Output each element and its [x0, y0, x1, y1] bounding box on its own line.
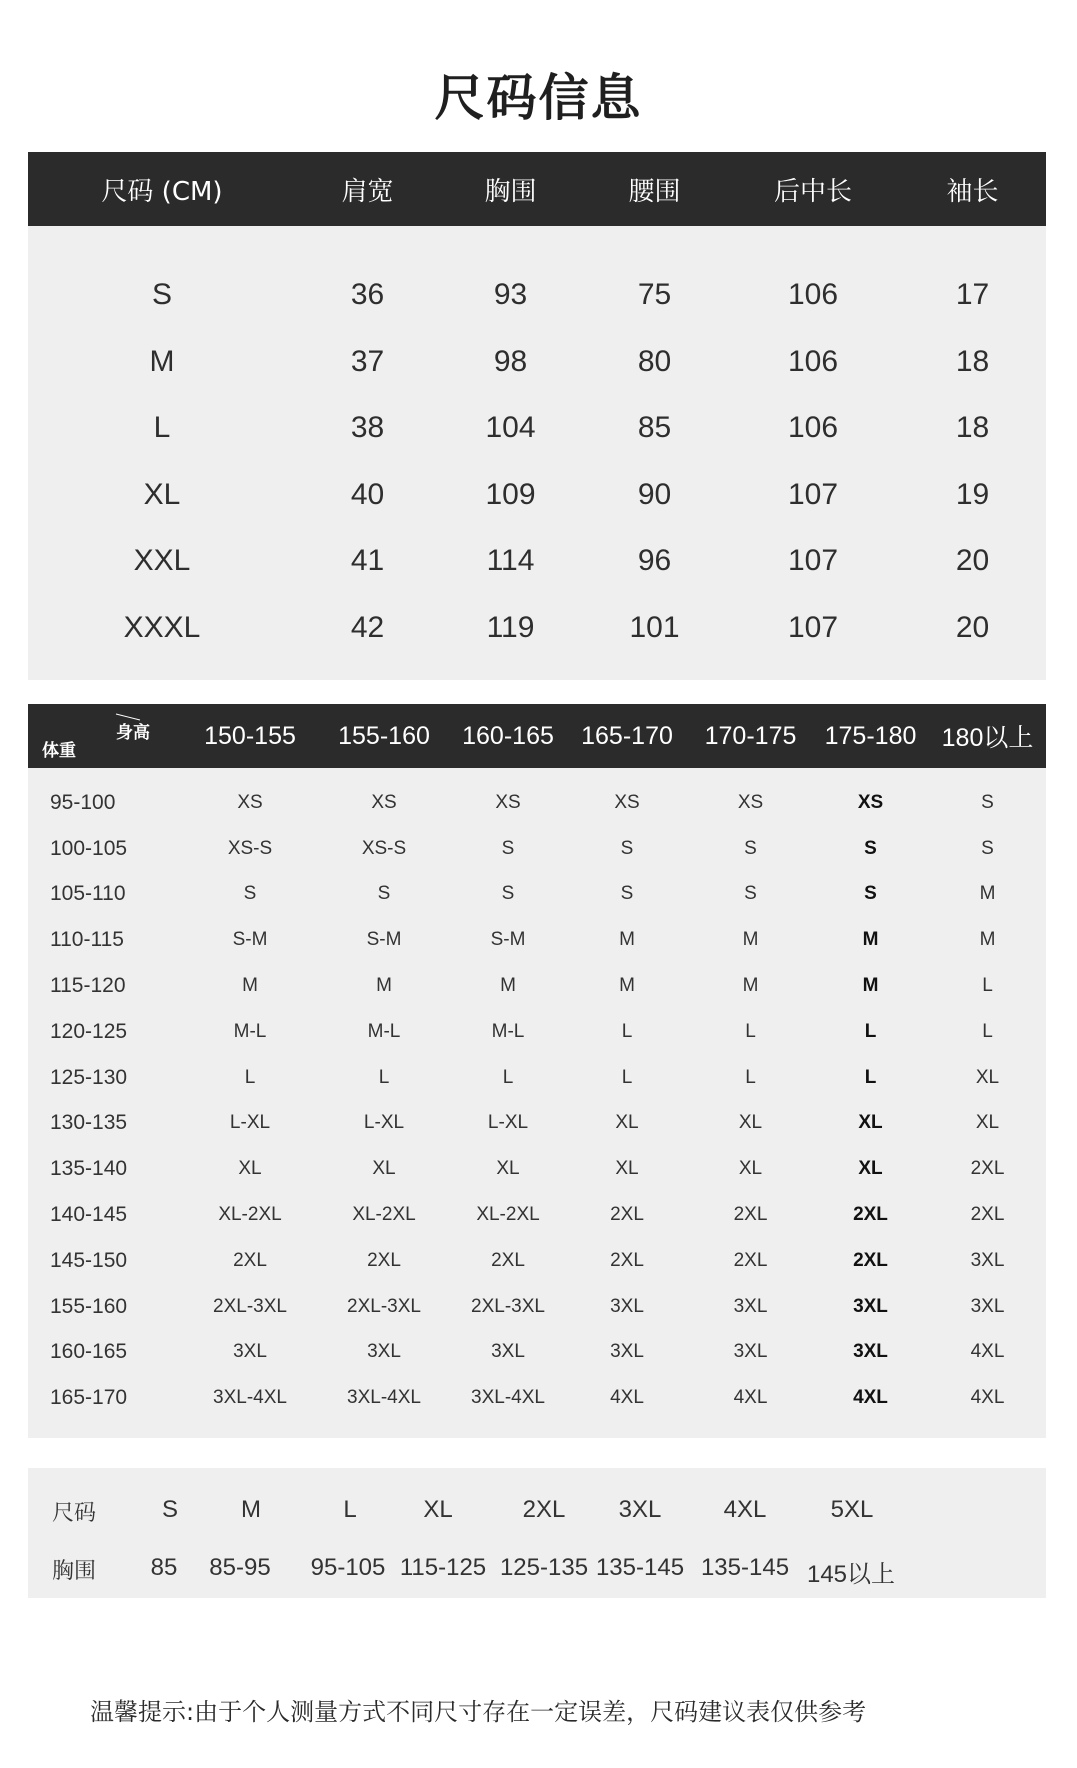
cell-size: XL	[423, 1496, 453, 1523]
cell-back-length: 107	[787, 610, 839, 644]
cell-recommended-size: 3XL	[733, 1341, 768, 1363]
table-row	[28, 329, 1046, 396]
cell-recommended-size: 3XL	[853, 1295, 888, 1317]
cell-chest: 85	[150, 1554, 178, 1581]
cell-recommended-size: L	[621, 1066, 633, 1088]
cell-recommended-size: XL	[738, 1112, 763, 1134]
cell-recommended-size: M	[500, 975, 516, 997]
cell-chest: 115-125	[399, 1554, 487, 1581]
table-row	[28, 262, 1046, 329]
cell-recommended-size: 3XL	[970, 1249, 1005, 1271]
cell-waist: 90	[637, 477, 672, 511]
cell-recommended-size: L-XL	[363, 1112, 405, 1134]
cell-recommended-size: M	[979, 929, 996, 951]
table-row	[28, 963, 1046, 1009]
cell-recommended-size: S-M	[490, 929, 526, 951]
cell-shoulder: 36	[350, 278, 385, 312]
cell-recommended-size: L	[378, 1066, 390, 1088]
cell-weight: 165-170	[50, 1386, 128, 1410]
recommendation-table-body	[28, 768, 1046, 1438]
cell-recommended-size: L	[244, 1066, 256, 1088]
cell-chest: 93	[493, 278, 528, 312]
cell-recommended-size: XL	[496, 1158, 520, 1180]
table-row	[28, 1330, 1046, 1376]
header-height-range: 165-170	[581, 721, 673, 750]
header-corner	[28, 704, 183, 768]
cell-recommended-size: XS	[237, 791, 263, 813]
cell-sleeve: 20	[955, 544, 990, 578]
cell-recommended-size: XL	[738, 1158, 763, 1180]
table-row	[28, 780, 1046, 826]
cell-back-length: 107	[787, 544, 839, 578]
header-waist: 腰围	[628, 176, 681, 207]
cell-recommended-size: S-M	[366, 929, 402, 951]
cell-recommended-size: M	[619, 929, 635, 951]
cell-recommended-size: XL	[858, 1112, 883, 1134]
header-height-range: 160-165	[462, 721, 554, 750]
table-row	[28, 1192, 1046, 1238]
cell-sleeve: 18	[955, 344, 990, 378]
cell-chest: 135-145	[595, 1554, 685, 1581]
cell-recommended-size: 4XL	[853, 1387, 888, 1409]
cell-recommended-size: 2XL	[233, 1249, 267, 1271]
cell-recommended-size: XS	[614, 791, 640, 813]
cell-weight: 145-150	[50, 1248, 128, 1272]
cell-recommended-size: M	[619, 975, 635, 997]
cell-recommended-size: S-M	[232, 929, 268, 951]
cell-size: S	[161, 1496, 179, 1523]
cell-sleeve: 18	[955, 411, 990, 445]
cell-recommended-size: XL	[975, 1066, 1000, 1088]
cell-recommended-size: 2XL	[610, 1204, 644, 1226]
recommendation-table-header	[28, 704, 1046, 768]
table-row	[28, 1146, 1046, 1192]
height-label: 身高	[116, 723, 150, 743]
cell-waist: 75	[637, 278, 672, 312]
cell-recommended-size: S	[620, 837, 634, 859]
cell-chest: 109	[485, 477, 536, 511]
cell-recommended-size: M	[862, 975, 879, 997]
cell-weight: 115-120	[50, 974, 126, 998]
cell-recommended-size: M	[742, 975, 759, 997]
cell-recommended-size: 3XL-4XL	[471, 1387, 545, 1409]
cell-recommended-size: M	[742, 929, 759, 951]
size-table-body	[28, 226, 1046, 680]
cell-waist: 85	[637, 411, 672, 445]
cell-weight: 140-145	[50, 1203, 128, 1227]
cell-recommended-size: 3XL-4XL	[213, 1387, 287, 1409]
header-chest: 胸围	[484, 176, 537, 207]
cell-size: 4XL	[723, 1496, 767, 1523]
cell-recommended-size: XL	[615, 1158, 639, 1180]
table-row	[28, 826, 1046, 872]
cell-recommended-size: S	[864, 883, 877, 905]
cell-recommended-size: S	[377, 883, 391, 905]
cell-recommended-size: 2XL	[970, 1158, 1005, 1180]
cell-recommended-size: 3XL	[367, 1341, 401, 1363]
cell-back-length: 107	[787, 477, 839, 511]
table-row	[28, 872, 1046, 918]
cell-chest: 114	[486, 544, 535, 578]
cell-recommended-size: 2XL	[733, 1249, 768, 1271]
cell-recommended-size: 2XL	[491, 1249, 525, 1271]
cell-recommended-size: M	[376, 975, 392, 997]
cell-size: L	[343, 1496, 357, 1523]
chest-size-table	[28, 1468, 1046, 1598]
cell-recommended-size: XS	[495, 791, 521, 813]
cell-weight: 130-135	[50, 1111, 128, 1135]
cell-recommended-size: L	[982, 1020, 993, 1042]
header-height-range: 155-160	[338, 721, 430, 750]
table-row	[28, 1009, 1046, 1055]
cell-size: M	[241, 1496, 261, 1523]
cell-recommended-size: M-L	[367, 1020, 401, 1042]
header-sleeve: 袖长	[946, 176, 999, 207]
chest-table-size-row	[28, 1496, 1046, 1536]
cell-recommended-size: XL-2XL	[218, 1204, 282, 1226]
cell-weight: 95-100	[50, 790, 116, 814]
cell-chest: 135-145	[700, 1554, 790, 1581]
table-row	[28, 595, 1046, 662]
cell-recommended-size: 4XL	[970, 1341, 1005, 1363]
cell-recommended-size: M	[862, 929, 879, 951]
cell-size: S	[151, 278, 172, 312]
cell-recommended-size: 3XL	[733, 1295, 768, 1317]
cell-weight: 125-130	[50, 1065, 128, 1089]
table-row	[28, 528, 1046, 595]
cell-recommended-size: 2XL	[367, 1249, 401, 1271]
cell-recommended-size: 2XL-3XL	[213, 1295, 287, 1317]
table-row	[28, 1055, 1046, 1101]
cell-recommended-size: 3XL	[853, 1341, 888, 1363]
cell-chest: 145以上	[806, 1561, 896, 1588]
cell-size: XXXL	[123, 610, 201, 644]
cell-recommended-size: XL-2XL	[352, 1204, 416, 1226]
cell-recommended-size: 3XL	[970, 1295, 1005, 1317]
cell-recommended-size: S	[501, 883, 515, 905]
cell-size: L	[153, 411, 171, 445]
cell-weight: 120-125	[50, 1019, 128, 1043]
cell-weight: 155-160	[50, 1294, 128, 1318]
table-row	[28, 1375, 1046, 1421]
cell-recommended-size: M	[242, 975, 258, 997]
header-shoulder: 肩宽	[341, 176, 394, 207]
cell-chest: 85-95	[209, 1554, 271, 1581]
cell-back-length: 106	[787, 344, 839, 378]
cell-recommended-size: L	[502, 1066, 514, 1088]
cell-recommended-size: L	[864, 1066, 877, 1088]
cell-weight: 160-165	[50, 1340, 128, 1364]
cell-recommended-size: 4XL	[970, 1387, 1005, 1409]
cell-recommended-size: L	[621, 1020, 633, 1042]
cell-recommended-size: 3XL	[233, 1341, 267, 1363]
cell-recommended-size: M-L	[491, 1020, 525, 1042]
cell-waist: 80	[637, 344, 672, 378]
cell-recommended-size: 2XL	[610, 1249, 644, 1271]
cell-recommended-size: S	[981, 837, 994, 859]
cell-recommended-size: L	[745, 1066, 756, 1088]
table-row	[28, 462, 1046, 529]
cell-size: 3XL	[618, 1496, 662, 1523]
table-row	[28, 1284, 1046, 1330]
cell-chest: 104	[485, 411, 536, 445]
header-height-range: 170-175	[704, 721, 797, 750]
cell-shoulder: 40	[350, 477, 385, 511]
cell-recommended-size: 3XL-4XL	[347, 1387, 421, 1409]
header-height-range: 180以上	[941, 724, 1034, 752]
cell-size: XL	[143, 477, 181, 511]
cell-recommended-size: S	[243, 883, 257, 905]
cell-sleeve: 17	[955, 278, 990, 312]
cell-recommended-size: 2XL	[733, 1204, 768, 1226]
cell-size: XXL	[133, 544, 191, 578]
cell-recommended-size: L	[982, 975, 993, 997]
table-row	[28, 917, 1046, 963]
cell-chest: 98	[493, 344, 528, 378]
size-recommendation-table	[28, 704, 1046, 1438]
cell-recommended-size: XS	[371, 791, 397, 813]
cell-recommended-size: XS-S	[361, 837, 407, 859]
cell-back-length: 106	[787, 411, 839, 445]
cell-weight: 100-105	[50, 836, 128, 860]
cell-recommended-size: 3XL	[610, 1295, 644, 1317]
cell-size: 2XL	[522, 1496, 566, 1523]
cell-recommended-size: XS	[737, 791, 764, 813]
table-row	[28, 1238, 1046, 1284]
size-measurement-table	[28, 152, 1046, 680]
cell-recommended-size: L	[864, 1020, 877, 1042]
cell-recommended-size: 4XL	[610, 1387, 644, 1409]
cell-weight: 105-110	[50, 882, 126, 906]
cell-recommended-size: L-XL	[487, 1112, 529, 1134]
cell-recommended-size: XS	[857, 791, 884, 813]
cell-waist: 101	[629, 610, 680, 644]
size-table-header	[28, 152, 1046, 226]
cell-recommended-size: 2XL-3XL	[347, 1295, 421, 1317]
cell-recommended-size: M-L	[233, 1020, 267, 1042]
cell-recommended-size: 2XL	[853, 1249, 888, 1271]
cell-recommended-size: XL	[858, 1158, 883, 1180]
header-size: 尺码 (CM)	[101, 176, 223, 207]
cell-recommended-size: 2XL-3XL	[471, 1295, 545, 1317]
cell-recommended-size: L-XL	[229, 1112, 271, 1134]
cell-weight: 135-140	[50, 1157, 128, 1181]
cell-recommended-size: XS-S	[227, 837, 273, 859]
cell-chest: 95-105	[310, 1554, 386, 1581]
cell-size: M	[149, 344, 175, 378]
cell-sleeve: 19	[955, 477, 990, 511]
cell-recommended-size: XL	[975, 1112, 1000, 1134]
cell-chest: 119	[486, 610, 535, 644]
chest-table-chest-row	[28, 1554, 1046, 1594]
cell-shoulder: 37	[350, 344, 385, 378]
cell-chest: 125-135	[499, 1554, 589, 1581]
cell-recommended-size: XL	[238, 1158, 262, 1180]
cell-recommended-size: XL-2XL	[476, 1204, 540, 1226]
weight-label: 体重	[42, 741, 76, 761]
cell-recommended-size: S	[744, 883, 757, 905]
header-height-range: 175-180	[824, 721, 917, 750]
cell-back-length: 106	[787, 278, 839, 312]
header-height-range: 150-155	[204, 721, 296, 750]
cell-recommended-size: 4XL	[733, 1387, 768, 1409]
cell-recommended-size: 3XL	[610, 1341, 644, 1363]
cell-recommended-size: 2XL	[853, 1204, 888, 1226]
cell-recommended-size: S	[501, 837, 515, 859]
tip-note: 温馨提示:由于个人测量方式不同尺寸存在一定误差，尺码建议表仅供参考	[90, 1698, 867, 1726]
cell-recommended-size: M	[979, 883, 996, 905]
cell-recommended-size: XL	[372, 1158, 396, 1180]
cell-recommended-size: S	[620, 883, 634, 905]
cell-recommended-size: S	[981, 791, 994, 813]
header-back-length: 后中长	[773, 176, 852, 207]
cell-recommended-size: 3XL	[491, 1341, 525, 1363]
cell-recommended-size: XL	[615, 1112, 639, 1134]
cell-recommended-size: L	[745, 1020, 756, 1042]
cell-shoulder: 38	[350, 411, 385, 445]
size-row-label: 尺码	[52, 1501, 97, 1526]
cell-sleeve: 20	[955, 610, 990, 644]
page-title: 尺码信息	[434, 69, 643, 127]
cell-recommended-size: S	[864, 837, 877, 859]
table-row	[28, 1101, 1046, 1147]
cell-waist: 96	[637, 544, 672, 578]
cell-shoulder: 41	[350, 544, 385, 578]
cell-size: 5XL	[830, 1496, 874, 1523]
chest-row-label: 胸围	[52, 1559, 97, 1584]
cell-recommended-size: S	[744, 837, 757, 859]
table-row	[28, 395, 1046, 462]
cell-shoulder: 42	[350, 610, 385, 644]
cell-recommended-size: 2XL	[970, 1204, 1005, 1226]
cell-weight: 110-115	[50, 928, 124, 952]
